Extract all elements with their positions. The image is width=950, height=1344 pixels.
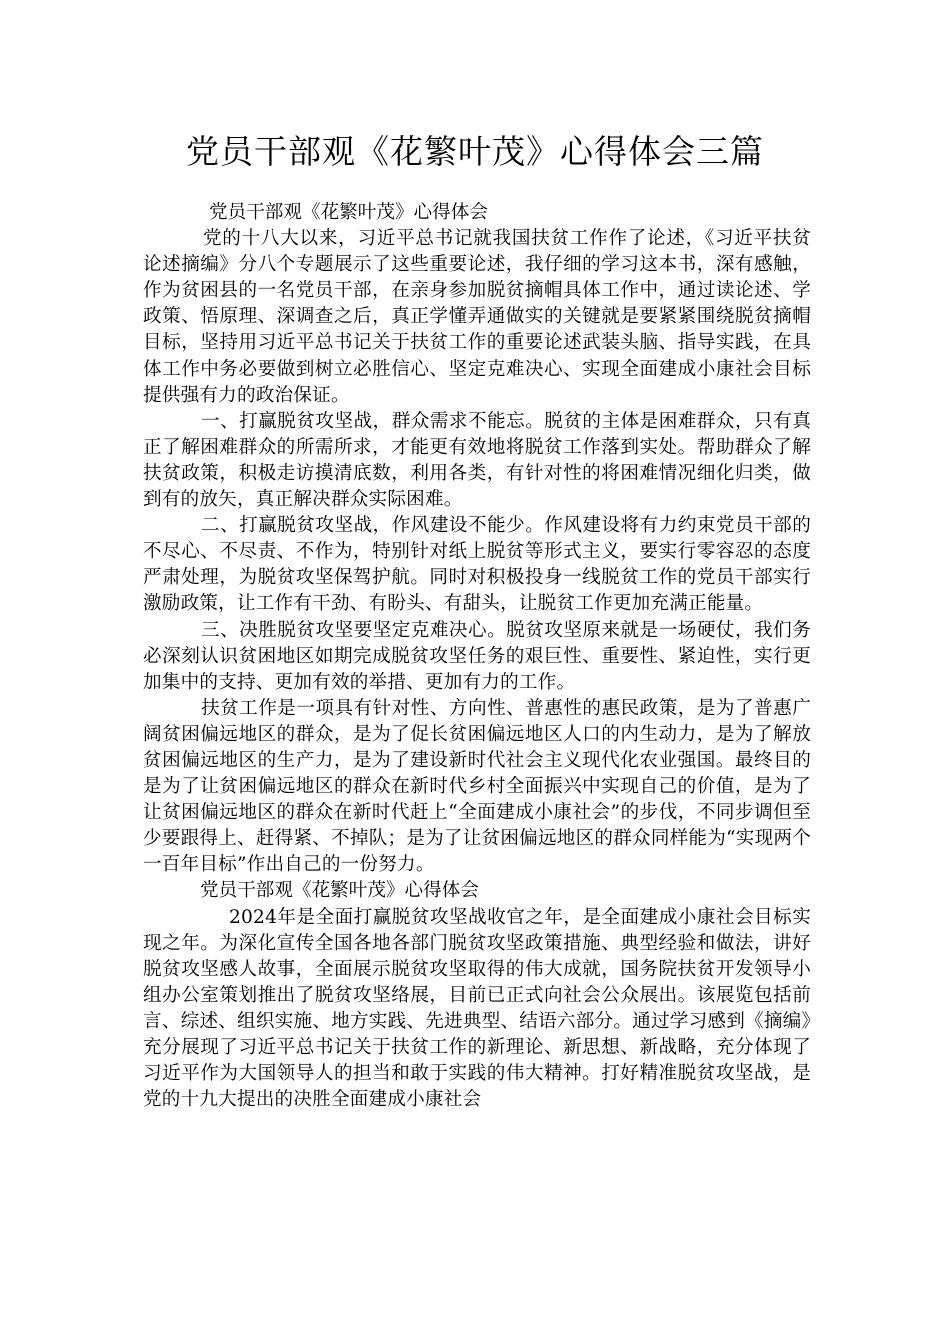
section-heading: 党员干部观《花繁叶茂》心得体会 xyxy=(200,880,479,902)
document-title: 党员干部观《花繁叶茂》心得体会三篇 xyxy=(186,132,764,171)
paragraph: 扶贫工作是一项具有针对性、方向性、普惠性的惠民政策，是为了普惠广阔贫困偏远地区的群众，是为了促长贫困偏远地区人口的内生动力，是为了解放贫困偏远地区的生产力，是为了建设新时代社会主义现代化农业强国。最终目的是为了让贫困偏远地区的群众在新时代乡村全面振兴中实现自己的价值，是为了让贫困偏远地区的群众在新时代赶上“全面建成小康社会”的步伐，不同步调但至少要跟得上、赶得紧、不掉队；是为了让贫困偏远地区的群众同样能为“实现两个一百年目标”作出自己的一份努力。 xyxy=(143,697,811,876)
paragraph: 一、打赢脱贫攻坚战，群众需求不能忘。脱贫的主体是困难群众，只有真正了解困难群众的所需所求，才能更有效地将脱贫工作落到实处。帮助群众了解扶贫政策，积极走访摸清底数，利用各类，有针对性的将困难情况细化归类，做到有的放矢，真正解决群众实际困难。 xyxy=(143,410,811,511)
paragraph: 2024年是全面打赢脱贫攻坚战收官之年，是全面建成小康社会目标实现之年。为深化宣传全国各地各部门脱贫攻坚政策措施、典型经验和做法，讲好脱贫攻坚感人故事，全面展示脱贫攻坚取得的伟大成就，国务院扶贫开发领导小组办公室策划推出了脱贫攻坚络展，目前已正式向社会公众展出。该展览包括前言、综述、组织实施、地方实践、先进典型、结语六部分。通过学习感到《摘编》充分展现了习近平总书记关于扶贫工作的新理论、新思想、新战略，充分体现了习近平作为大国领导人的担当和敢于实践的伟大精神。打好精准脱贫攻坚战，是党的十九大提出的决胜全面建成小康社会 xyxy=(143,906,811,1111)
paragraph: 二、打赢脱贫攻坚战，作风建设不能少。作风建设将有力约束党员干部的不尽心、不尽责、不作为，特别针对纸上脱贫等形式主义，要实行零容忍的态度严肃处理，为脱贫攻坚保驾护航。同时对积极投身一线脱贫工作的党员干部实行激励政策，让工作有干劲、有盼头、有甜头，让脱贫工作更加充满正能量。 xyxy=(143,515,811,615)
section-heading: 党员干部观《花繁叶茂》心得体会 xyxy=(209,202,488,223)
paragraph: 三、决胜脱贫攻坚要坚定克难决心。脱贫攻坚原来就是一场硬仗，我们务必深刻认识贫困地区如期完成脱贫攻坚任务的艰巨性、重要性、紧迫性，实行更加集中的支持、更加有效的举措、更加有力的工作。 xyxy=(143,619,811,693)
paragraph: 党的十八大以来，习近平总书记就我国扶贫工作作了论述，《习近平扶贫论述摘编》分八个专题展示了这些重要论述，我仔细的学习这本书，深有感触，作为贫困县的一名党员干部，在亲身参加脱贫摘帽具体工作中，通过读论述、学政策、悟原理、深调查之后，真正学懂弄通做实的关键就是要紧紧围绕脱贫摘帽目标，坚持用习近平总书记关于扶贫工作的重要论述武装头脑、指导实践，在具体工作中务必要做到树立必胜信心、坚定克难决心、实现全面建成小康社会目标提供强有力的政治保证。 xyxy=(143,228,811,406)
document-body xyxy=(143,200,811,1113)
